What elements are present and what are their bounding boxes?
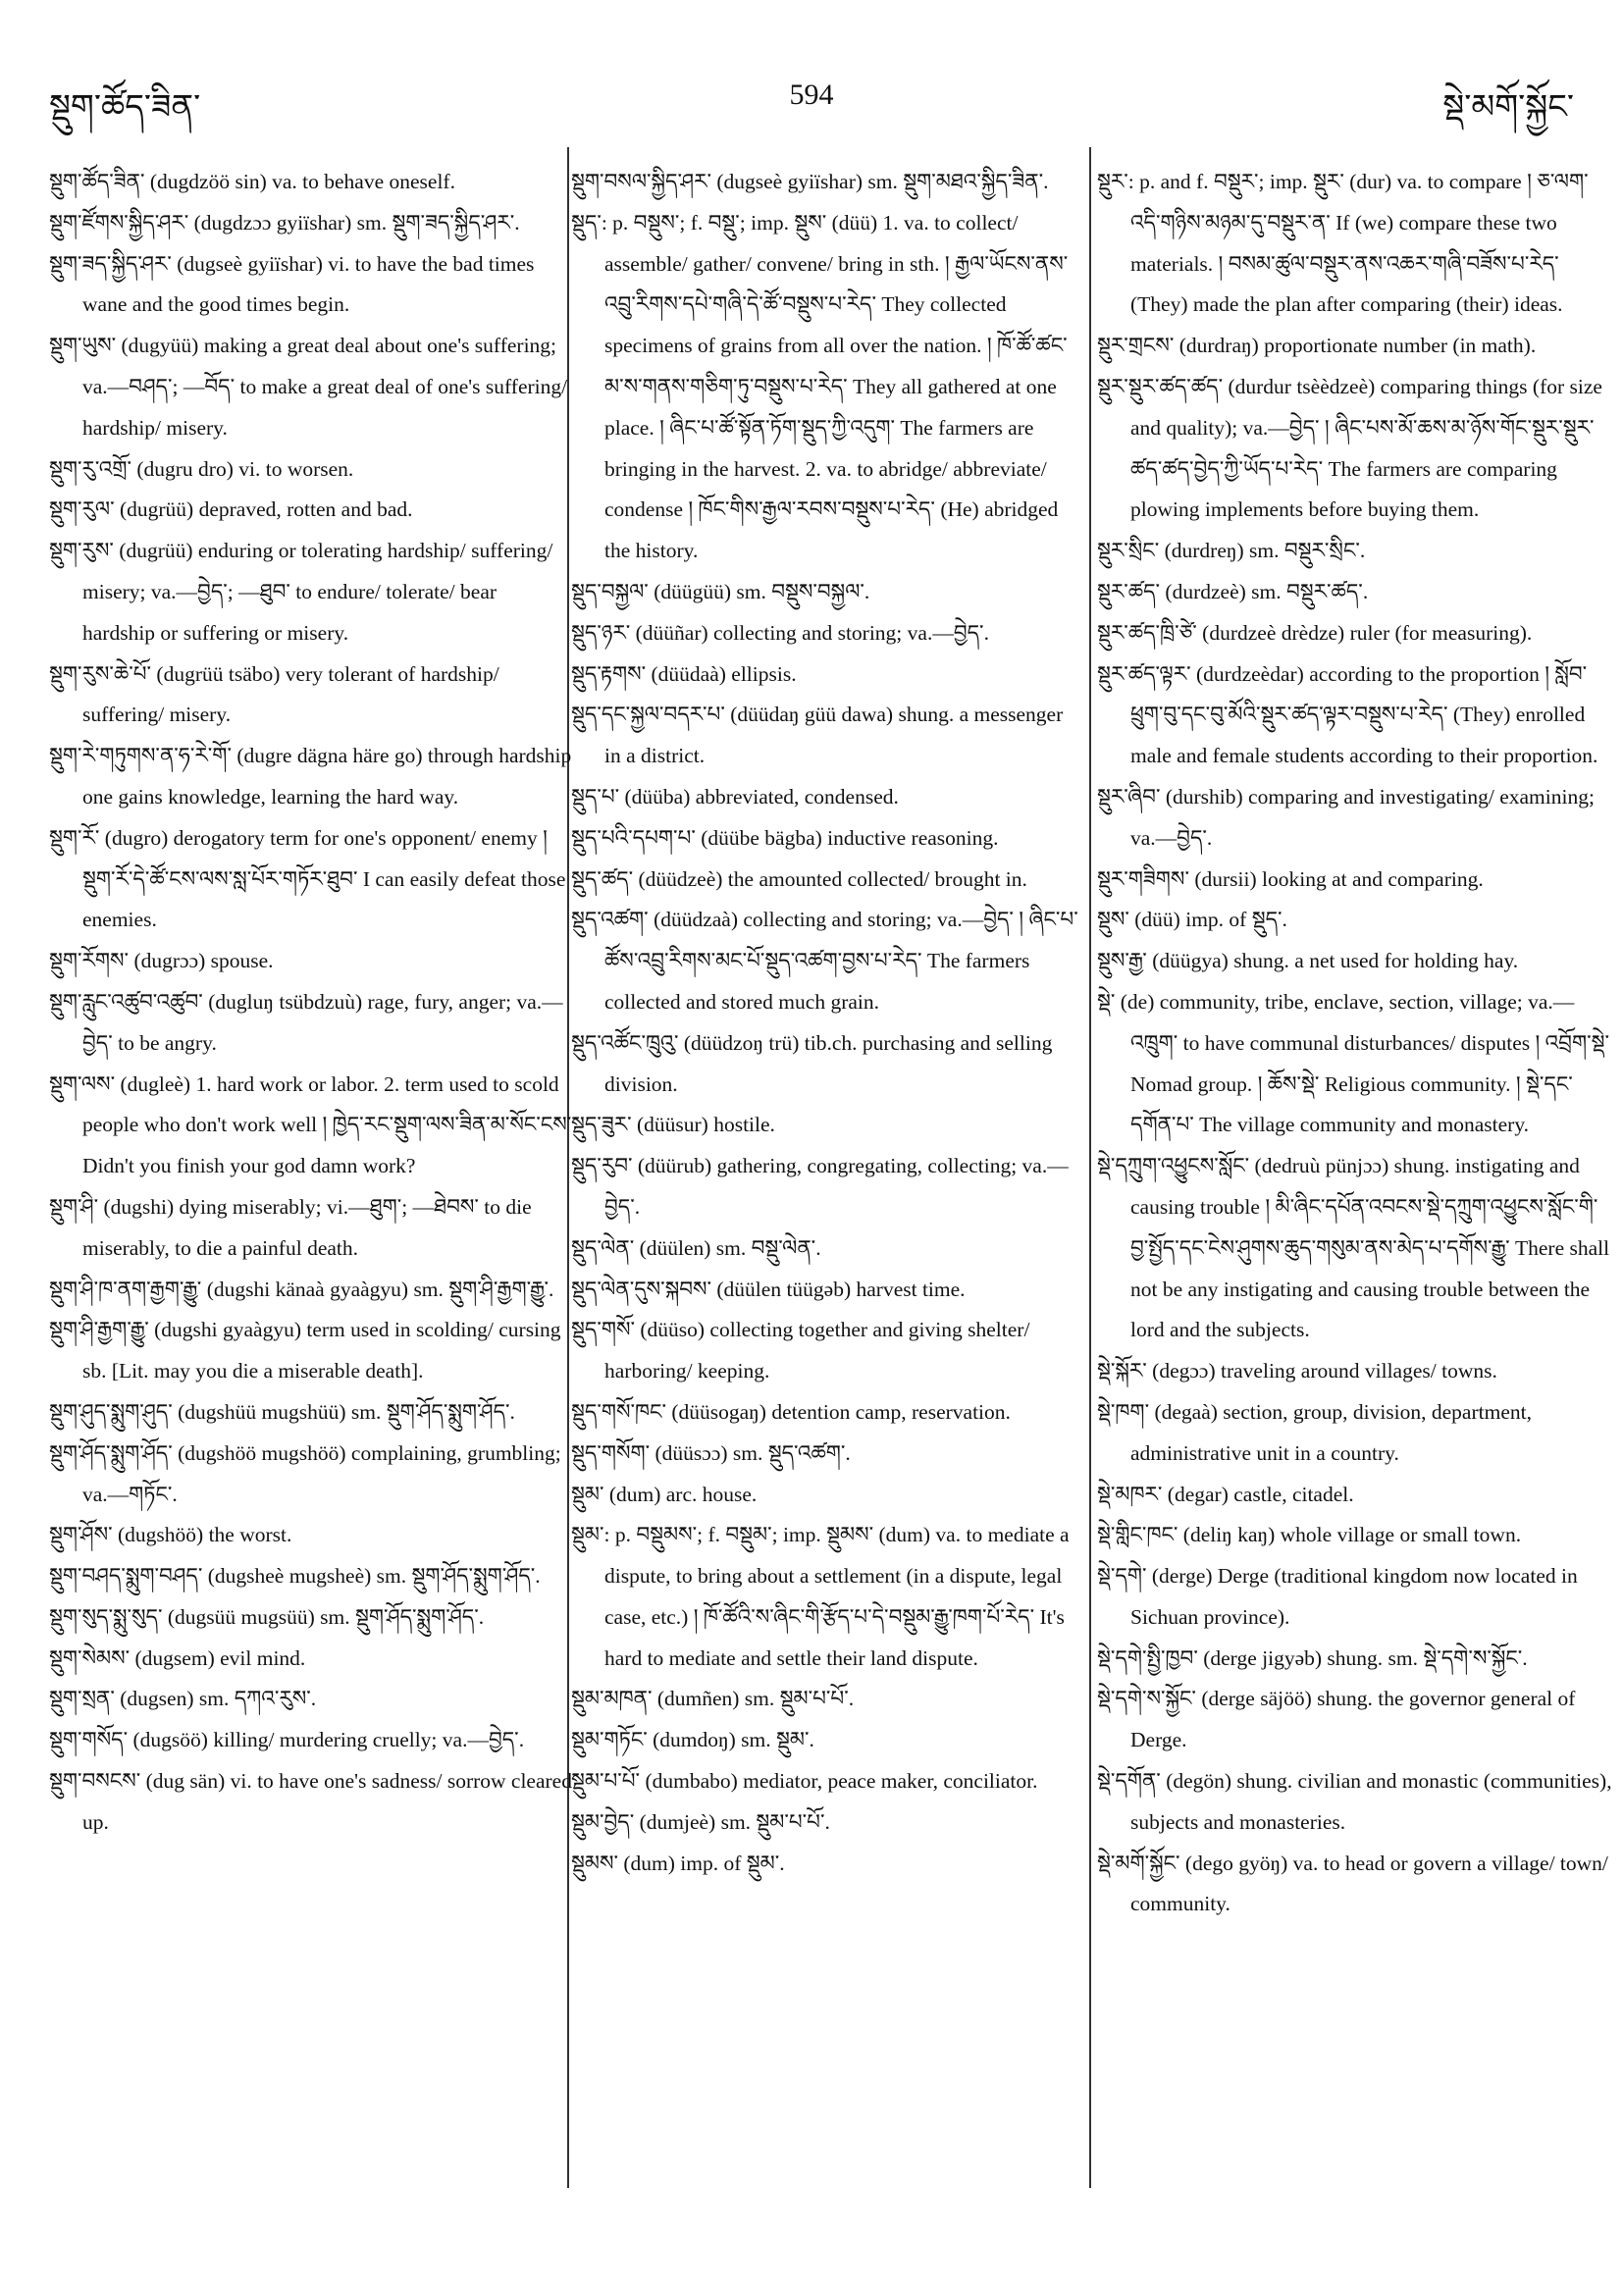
- dictionary-entry: སྡུར་གཟིགས་ (dursii) looking at and comparing.: [1097, 866, 1484, 891]
- dictionary-entry: སྡེ་དགེ་སྤྱི་ཁྱབ་ (derge jigyəb) shung. sm. སྡེ་དགེ་ས་སྐྱོང་.: [1097, 1645, 1528, 1670]
- dictionary-entry: སྡུག་རུས་ (dugrüü) enduring or tolerating hardship/ suffering/ misery; va.—བྱེད་; —ཐུབ་ to endure/ tolerate/ bear hardship or suffering or misery.: [49, 539, 553, 645]
- dictionary-entry: སྡུག་རུས་ཆེ་པོ་ (dugrüü tsäbo) very tolerant of hardship/ suffering/ misery.: [49, 661, 499, 727]
- dictionary-entry: སྡེ་སྐོར་ (degɔɔ) traveling around villages/ towns.: [1097, 1359, 1497, 1383]
- dictionary-entry: སྡུག་ཤི་རྒྱག་རྒྱུ་ (dugshi gyaàgyu) term used in scolding/ cursing sb. [Lit. may you die a miserable death].: [49, 1318, 561, 1383]
- column-3: [1097, 162, 1612, 2203]
- dictionary-entry: སྡུད་ཚད་ (düüdzeè) the amounted collected/ brought in.: [571, 866, 1027, 891]
- dictionary-entry: སྡུད་གསོ་ཁང་ (düüsogaŋ) detention camp, reservation.: [571, 1399, 1011, 1424]
- dictionary-entry: སྡུག་ཡུས་ (dugyüü) making a great deal about one's suffering; va.—བཤད་; —བོད་ to make a great deal of one's suffering/ hardship/ misery.: [49, 334, 568, 440]
- dictionary-entry: སྡུག་སེམས་ (dugsem) evil mind.: [49, 1645, 306, 1670]
- dictionary-entry: སྡེ་དགེ་ས་སྐྱོང་ (derge säjöö) shung. the governor general of Derge.: [1097, 1687, 1576, 1752]
- dictionary-entry: སྡུག་རོགས་ (dugrɔɔ) spouse.: [49, 949, 274, 973]
- dictionary-entry: སྡུག་ཚོད་ཟིན་ (dugdzöö sin) va. to behave oneself.: [49, 170, 455, 193]
- dictionary-entry: སྡུར་ཚད་ (durdzeè) sm. བསྡུར་ཚད་.: [1097, 579, 1369, 603]
- dictionary-entry: སྡེ་དགོན་ (degön) shung. civilian and monastic (communities), subjects and monasteries.: [1097, 1769, 1612, 1834]
- dictionary-entry: སྡུག་གསོད་ (dugsöö) killing/ murdering cruelly; va.—བྱེད་.: [49, 1728, 525, 1752]
- dictionary-entry: སྡུམ་ (dum) arc. house.: [571, 1482, 758, 1506]
- dictionary-entry: སྡུད་ལེན་ (düülen) sm. བསྡུ་ལེན་.: [571, 1235, 821, 1260]
- dictionary-entry: སྡུད་གསོག་ (düüsɔɔ) sm. སྡུད་འཚག་.: [571, 1440, 851, 1465]
- dictionary-entry: སྡུར་སྡུར་ཚད་ཚད་ (durdur tsèèdzeè) comparing things (for size and quality); va.—བྱེད་ ། ཞིང་པས་མོ་ཆས་མ་ཉོས་གོང་སྡུར་སྡུར་ཚད་ཚད་བྱེད་ཀྱི་ཡོད་པ་རེད་ The farmers are comparing plowing implements before buying them.: [1097, 374, 1602, 522]
- dictionary-entry: སྡུམ་གཏོང་ (dumdoŋ) sm. སྡུམ་.: [571, 1728, 814, 1752]
- dictionary-entry: སྡུག་སྲན་ (dugsen) sm. དཀའ་རུས་.: [49, 1687, 317, 1711]
- dictionary-entry: སྡུག་ཤོས་ (dugshöö) the worst.: [49, 1523, 292, 1547]
- dictionary-entry: སྡུག་བཤད་སྨུག་བཤད་ (dugsheè mugsheè) sm. སྡུག་ཤོད་སྨུག་ཤོད་.: [49, 1564, 541, 1589]
- page-number: 594: [789, 78, 834, 111]
- dictionary-entry: སྡུམ་བྱེད་ (dumjeè) sm. སྡུམ་པ་པོ་.: [571, 1809, 830, 1834]
- dictionary-entry: སྡེ་མཁར་ (degar) castle, citadel.: [1097, 1482, 1354, 1506]
- dictionary-entry: སྡུག་ཤོད་སྨུག་ཤོད་ (dugshöö mugshöö) complaining, grumbling; va.—གཏོང་.: [49, 1440, 561, 1506]
- dictionary-entry: སྡུར་: p. and f. བསྡུར་; imp. སྡུར་ (dur) va. to compare ། ཅ་ལག་འདི་གཉིས་མཉམ་དུ་བསྡུར་ན་ If (we) compare these two materials. ། བསམ་ཚུལ་བསྡུར་ནས་འཆར་གཞི་བཟོས་པ་རེད་ (They) made the plan after comparing (their) ideas.: [1097, 170, 1589, 317]
- dictionary-entry: སྡུམ་: p. བསྡུམས་; f. བསྡུམ་; imp. སྡུམས་ (dum) va. to mediate a dispute, to bring about a settlement (in a dispute, legal case, etc.) ། ཁོ་ཚོའི་ས་ཞིང་གི་རྩོད་པ་དེ་བསྡུམ་རྒྱུ་ཁག་པོ་རེད་ It's hard to mediate and settle their land dispute.: [571, 1523, 1070, 1670]
- dictionary-entry: སྡུད་རུབ་ (düürub) gathering, congregating, collecting; va.—བྱེད་.: [571, 1154, 1069, 1219]
- dictionary-entry: སྡེ་མགོ་སྐྱོང་ (dego gyöŋ) va. to head or govern a village/ town/ community.: [1097, 1851, 1608, 1916]
- dictionary-entry: སྡུར་ཚད་ལྟར་ (durdzeèdar) according to the proportion ། སློབ་ཕྲུག་བུ་དང་བུ་མོའི་སྡུར་ཚད་ལྟར་བསྡུས་པ་རེད་ (They) enrolled male and female students according to their proportion.: [1097, 661, 1598, 768]
- running-header-right: སྡེ་མགོ་སྐྱོང་: [1442, 87, 1574, 127]
- dictionary-entry: སྡུས་ (düü) imp. of སྡུད་.: [1097, 908, 1287, 932]
- dictionary-entry: སྡུད་པའི་དཔག་པ་ (düübe bägba) inductive reasoning.: [571, 825, 999, 850]
- dictionary-entry: སྡུག་རེ་གཏུགས་ན་ཧ་རེ་གོ་ (dugre dägna häre go) through hardship one gains knowledge, learning the hard way.: [49, 744, 572, 809]
- dictionary-entry: སྡུད་: p. བསྡུས་; f. བསྡུ་; imp. སྡུས་ (düü) 1. va. to collect/ assemble/ gather/ convene/ bring in sth. ། རྒྱལ་ཡོངས་ནས་འབྲུ་རིགས་དཔེ་གཞི་དེ་ཚོ་བསྡུས་པ་རེད་ They collected specimens of grains from all over the nation. ། ཁོ་ཚོ་ཚང་མ་ས་གནས་གཅིག་ཏུ་བསྡུས་པ་རེད་ They all gathered at one place. ། ཞིང་པ་ཚོ་སྟོན་ཏོག་སྡུད་ཀྱི་འདུག་ The farmers are bringing in the harvest. 2. va. to abridge/ abbreviate/ condense ། ཁོང་གིས་རྒྱལ་རབས་བསྡུས་པ་རེད་ (He) abridged the history.: [571, 210, 1069, 563]
- dictionary-entry: སྡུག་ལས་ (dugleè) 1. hard work or labor. 2. term used to scold people who don't work well ། ཁྱེད་རང་སྡུག་ལས་ཟིན་མ་སོང་ངས་ Didn't you finish your god damn work?: [49, 1071, 572, 1178]
- dictionary-entry: སྡུག་བསལ་སྐྱིད་ཤར་ (dugseè gyiïshar) sm. སྡུག་མཐའ་སྐྱིད་ཟིན་.: [571, 170, 1049, 193]
- dictionary-entry: སྡེ་གླིང་ཁང་ (deliŋ kaŋ) whole village or small town.: [1097, 1523, 1522, 1547]
- dictionary-entry: སྡེ་དགེ་ (derge) Derge (traditional kingdom now located in Sichuan province).: [1097, 1564, 1578, 1629]
- dictionary-entry: སྡུད་དང་སྐྱལ་བདར་པ་ (düüdaŋ güü dawa) shung. a messenger in a district.: [571, 703, 1064, 768]
- running-header-left: སྡུག་ཚོད་ཟིན་: [49, 87, 201, 127]
- dictionary-entry: སྡུས་རྒྱ་ (düügya) shung. a net used for holding hay.: [1097, 949, 1519, 973]
- dictionary-entry: སྡུར་ཞིབ་ (durshib) comparing and investigating/ examining; va.—བྱེད་.: [1097, 784, 1595, 850]
- dictionary-entry: སྡུད་འཚོང་ཁྲུའུ་ (düüdzoŋ trü) tib.ch. purchasing and selling division.: [571, 1030, 1053, 1096]
- dictionary-entry: སྡུར་ཚད་ཁྲི་ཙེ་ (durdzeè drèdze) ruler (for measuring).: [1097, 620, 1533, 645]
- dictionary-entry: སྡུད་ཉར་ (düüñar) collecting and storing; va.—བྱེད་.: [571, 620, 989, 645]
- dictionary-entry: སྡུག་ཛོགས་སྐྱིད་ཤར་ (dugdzɔɔ gyiïshar) sm. སྡུག་ཟད་སྐྱིད་ཤར་.: [49, 210, 520, 235]
- dictionary-entry: སྡུམས་ (dum) imp. of སྡུམ་.: [571, 1851, 785, 1875]
- dictionary-entry: སྡུག་རླུང་འཚུབ་འཚུབ་ (dugluŋ tsübdzuù) rage, fury, anger; va.—བྱེད་ to be angry.: [49, 989, 563, 1055]
- dictionary-entry: སྡུག་རུ་འགྲོ་ (dugru dro) vi. to worsen.: [49, 456, 354, 481]
- dictionary-entry: སྡུག་རོ་ (dugro) derogatory term for one's opponent/ enemy ། སྡུག་རོ་དེ་ཚོ་ངས་ལས་སླ་པོར་གཏོར་ཐུབ་ I can easily defeat those enemies.: [49, 825, 566, 932]
- dictionary-entry: སྡུག་ཤུད་སྨུག་ཤུད་ (dugshüü mugshüü) sm. སྡུག་ཤོད་སྨུག་ཤོད་.: [49, 1399, 515, 1424]
- column-1: [49, 162, 574, 2203]
- dictionary-entry: སྡུད་ལེན་དུས་སྐབས་ (düülen tüügəb) harvest time.: [571, 1277, 966, 1301]
- dictionary-entry: སྡུག་སུད་སྨུ་སུད་ (dugsüü mugsüü) sm. སྡུག་ཤོད་སྨུག་ཤོད་.: [49, 1604, 485, 1629]
- dictionary-entry: སྡུག་ཤི་ (dugshi) dying miserably; vi.—ཐུག་; —ཐེབས་ to die miserably, to die a painful death.: [49, 1194, 532, 1260]
- dictionary-entry: སྡུད་གསོ་ (düüso) collecting together and giving shelter/ harboring/ keeping.: [571, 1318, 1030, 1383]
- dictionary-entry: སྡེ་དཀྲུག་འཕྱུངས་སློང་ (dedruù pünjɔɔ) shung. instigating and causing trouble ། མི་ཞིང་དཔོན་འབངས་སྡེ་དཀྲུག་འཕྱུངས་སློང་གི་བྱ་སྤྱོད་དང་ངེས་ཤུགས་ཆུད་གསུམ་ནས་མེད་པ་དགོས་རྒྱུ་ There shall not be any instigating and causing trouble between the lord and the subjects.: [1097, 1154, 1610, 1342]
- dictionary-entry: སྡུག་རུལ་ (dugrüü) depraved, rotten and bad.: [49, 497, 413, 522]
- dictionary-entry: སྡུར་གྲངས་ (durdraŋ) proportionate number (in math).: [1097, 334, 1537, 358]
- dictionary-entry: སྡུད་རྟགས་ (düüdaà) ellipsis.: [571, 661, 797, 686]
- dictionary-entry: སྡུམ་པ་པོ་ (dumbabo) mediator, peace maker, conciliator.: [571, 1769, 1038, 1794]
- dictionary-entry: སྡུད་འཚག་ (düüdzaà) collecting and storing; va.—བྱེད་ ། ཞིང་པ་ཚོས་འབྲུ་རིགས་མང་པོ་སྡུད་འཚག་བྱས་པ་རེད་ The farmers collected and stored much grain.: [571, 908, 1078, 1014]
- dictionary-entry: སྡུད་བསྐྱལ་ (düügüü) sm. བསྡུས་བསྐྱལ་.: [571, 579, 870, 603]
- dictionary-entry: སྡུར་སྲིང་ (durdreŋ) sm. བསྡུར་སྲིང་.: [1097, 539, 1366, 563]
- dictionary-entry: སྡུག་བསངས་ (dug sän) vi. to have one's sadness/ sorrow cleared up.: [49, 1769, 572, 1834]
- column-2: [571, 162, 1081, 2203]
- column-divider: [1089, 147, 1091, 2188]
- dictionary-entry: སྡུམ་མཁན་ (dumñen) sm. སྡུམ་པ་པོ་.: [571, 1687, 855, 1711]
- dictionary-entry: སྡུད་པ་ (düüba) abbreviated, condensed.: [571, 784, 899, 809]
- dictionary-entry: སྡུད་ཟུར་ (düüsur) hostile.: [571, 1113, 775, 1137]
- dictionary-entry: སྡེ་ (de) community, tribe, enclave, section, village; va.—འཁྲུག་ to have communal disturbances/ disputes ། འབྲོག་སྡེ་ Nomad group. ། ཆོས་སྡེ་ Religious community. ། སྡེ་དང་དགོན་པ་ The village community and monastery.: [1097, 989, 1609, 1137]
- dictionary-entry: སྡུག་ཟད་སྐྱིད་ཤར་ (dugseè gyiïshar) vi. to have the bad times wane and the good times begin.: [49, 251, 535, 317]
- dictionary-entry: སྡུག་ཤི་ཁ་ནག་རྒྱག་རྒྱུ་ (dugshi känaà gyaàgyu) sm. སྡུག་ཤི་རྒྱག་རྒྱུ་.: [49, 1277, 554, 1301]
- dictionary-entry: སྡེ་ཁག་ (degaà) section, group, division, department, administrative unit in a country.: [1097, 1399, 1532, 1465]
